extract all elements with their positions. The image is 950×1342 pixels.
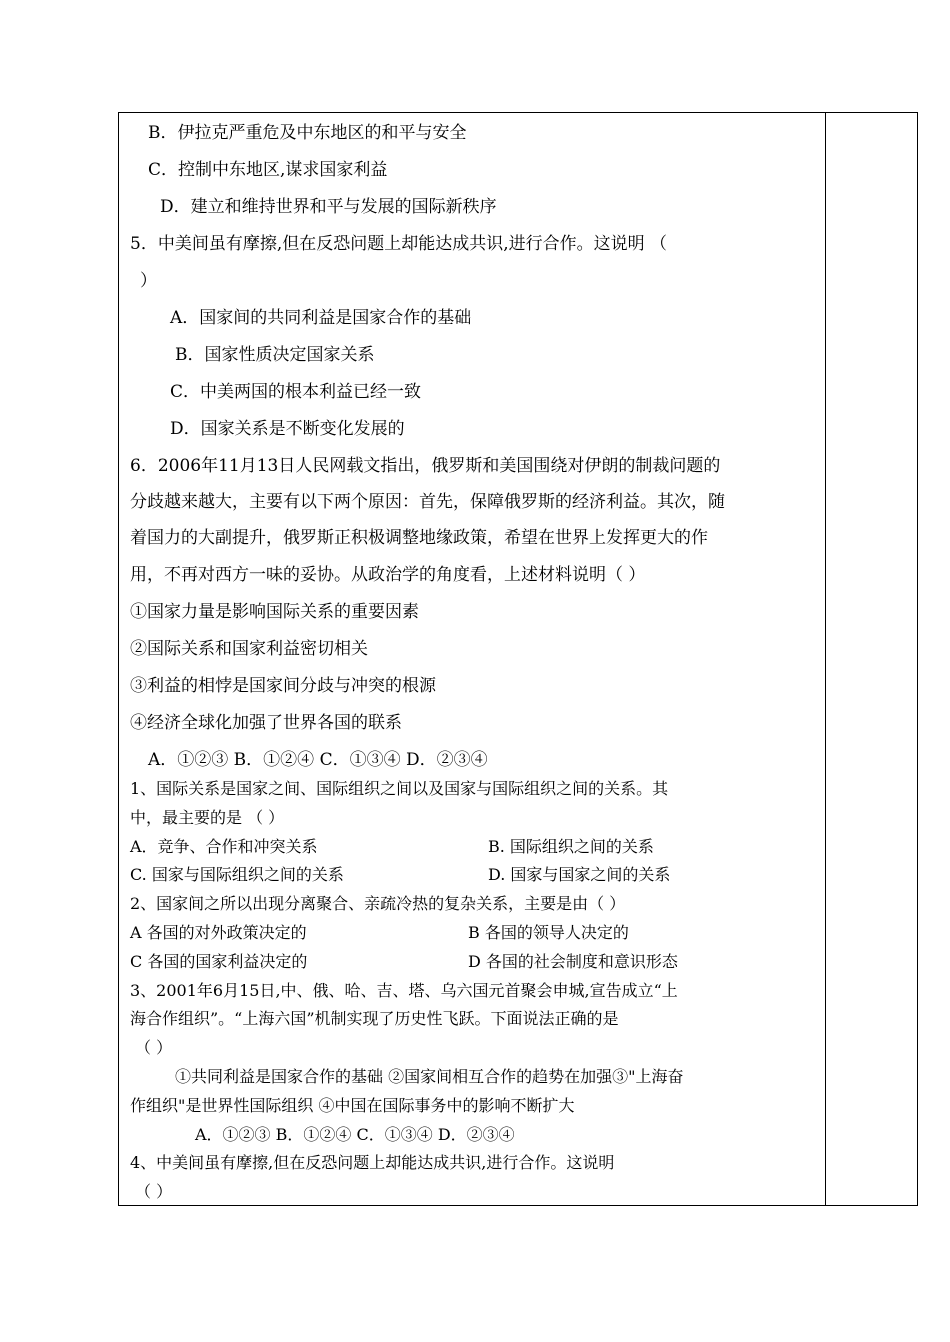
p4-stem: 4、中美间虽有摩擦,但在反恐问题上却能达成共识,进行合作。这说明	[130, 1153, 615, 1172]
p2-option-b: B 各国的领导人决定的	[468, 923, 629, 942]
p3-items-line1: ①共同利益是国家合作的基础 ②国家间相互合作的趋势在加强③"上海奋	[175, 1067, 684, 1086]
p3-stem-line1: 3、2001年6月15日,中、俄、哈、吉、塔、乌六国元首聚会申城,宣告成立“上	[130, 981, 678, 1000]
p2-option-d: D 各国的社会制度和意识形态	[468, 952, 678, 971]
p2-stem: 2、国家间之所以出现分离聚合、亲疏冷热的复杂关系，主要是由（ ）	[130, 894, 626, 913]
column-divider	[825, 112, 826, 1206]
q5-option-c: C．中美两国的根本利益已经一致	[170, 382, 422, 402]
p3-options: A．①②③ B．①②④ C．①③④ D．②③④	[195, 1125, 515, 1144]
q6-options: A．①②③ B．①②④ C．①③④ D．②③④	[148, 750, 488, 770]
q6-stem-line3: 着国力的大副提升，俄罗斯正积极调整地缘政策，希望在世界上发挥更大的作	[130, 528, 708, 548]
p3-stem-paren: （ ）	[135, 1038, 173, 1057]
q6-stem-line2: 分歧越来越大，主要有以下两个原因：首先，保障俄罗斯的经济利益。其次，随	[130, 492, 725, 512]
q5-stem: 5．中美间虽有摩擦,但在反恐问题上却能达成共识,进行合作。这说明 （	[130, 234, 668, 254]
q6-stem-line1: 6．2006年11月13日人民网载文指出，俄罗斯和美国围绕对伊朗的制裁问题的	[130, 456, 721, 476]
q4-option-d: D．建立和维持世界和平与发展的国际新秩序	[160, 197, 497, 217]
q5-stem-paren: ）	[140, 271, 157, 291]
q6-stem-line4: 用，不再对西方一味的妥协。从政治学的角度看，上述材料说明（ ）	[130, 565, 646, 585]
q5-option-b: B．国家性质决定国家关系	[175, 345, 375, 365]
q5-option-d: D．国家关系是不断变化发展的	[170, 419, 405, 439]
q6-item-2: ②国际关系和国家利益密切相关	[130, 639, 368, 659]
p1-option-c: C. 国家与国际组织之间的关系	[130, 865, 344, 884]
q5-option-a: A．国家间的共同利益是国家合作的基础	[170, 308, 472, 328]
p3-items-line2: 作组织"是世界性国际组织 ④中国在国际事务中的影响不断扩大	[130, 1096, 575, 1115]
p1-stem-line1: 1、国际关系是国家之间、国际组织之间以及国家与国际组织之间的关系。其	[130, 779, 669, 798]
q6-item-1: ①国家力量是影响国际关系的重要因素	[130, 602, 419, 622]
p1-option-b: B. 国际组织之间的关系	[488, 837, 654, 856]
p1-stem-line2: 中，最主要的是 （ ）	[130, 808, 285, 827]
p4-stem-paren: （ ）	[135, 1182, 173, 1201]
p3-stem-line2: 海合作组织”。“上海六国”机制实现了历史性飞跃。下面说法正确的是	[130, 1009, 619, 1028]
q6-item-4: ④经济全球化加强了世界各国的联系	[130, 713, 402, 733]
q4-option-c: C．控制中东地区,谋求国家利益	[148, 160, 388, 180]
p2-option-c: C 各国的国家利益决定的	[130, 952, 308, 971]
q6-item-3: ③利益的相悖是国家间分歧与冲突的根源	[130, 676, 436, 696]
p2-option-a: A 各国的对外政策决定的	[130, 923, 307, 942]
p1-option-d: D. 国家与国家之间的关系	[488, 865, 671, 884]
q4-option-b: B．伊拉克严重危及中东地区的和平与安全	[148, 123, 467, 143]
p1-option-a: A．竞争、合作和冲突关系	[130, 837, 318, 856]
